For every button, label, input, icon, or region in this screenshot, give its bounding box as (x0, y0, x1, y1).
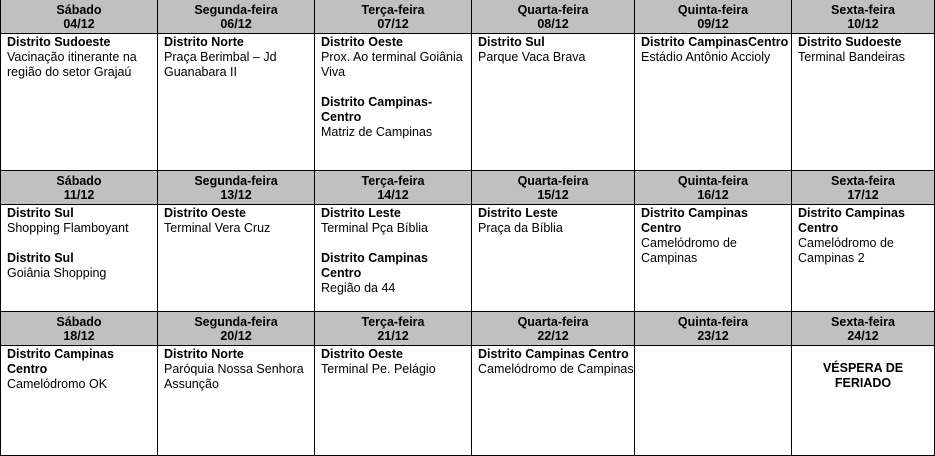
location-name: Goiânia Shopping (7, 266, 107, 280)
weekday-label: Segunda-feira (194, 3, 278, 17)
vaccination-entry (798, 206, 934, 266)
weekday-label: Terça-feira (361, 174, 425, 188)
day-cell (158, 205, 315, 312)
week-events-row (1, 34, 935, 171)
day-cell (792, 34, 935, 171)
location-name: Praça da Bíblia (478, 221, 563, 235)
day-cell (792, 205, 935, 312)
district-name: Distrito Sul (478, 35, 545, 49)
day-header (158, 312, 315, 346)
vaccination-entry (321, 206, 471, 236)
location-name: Parque Vaca Brava (478, 50, 586, 64)
day-cell (1, 205, 158, 312)
weekday-label: Sexta-feira (831, 3, 895, 17)
district-name: Distrito Campinas Centro (7, 347, 114, 376)
week-events-row (1, 346, 935, 456)
day-cell (315, 346, 472, 456)
day-cell (1, 34, 158, 171)
day-header (315, 171, 472, 205)
day-cell (635, 34, 792, 171)
date-label: 24/12 (847, 329, 879, 343)
day-header (1, 0, 158, 34)
day-cell (472, 346, 635, 456)
vaccination-entry (164, 35, 314, 80)
day-cell (158, 346, 315, 456)
vaccination-entry (478, 206, 634, 236)
district-name: Distrito Sul (7, 251, 74, 265)
vaccination-entry (321, 95, 471, 140)
weekday-label: Quinta-feira (677, 3, 749, 17)
district-name: Distrito Oeste (321, 35, 403, 49)
day-header (1, 312, 158, 346)
day-header (792, 312, 935, 346)
district-name: Distrito Sudoeste (7, 35, 111, 49)
date-label: 22/12 (537, 329, 569, 343)
date-label: 16/12 (697, 188, 729, 202)
day-header (792, 0, 935, 34)
date-label: 06/12 (220, 17, 252, 31)
weekday-label: Quarta-feira (517, 174, 589, 188)
day-header (472, 171, 635, 205)
vaccination-entry (7, 251, 157, 281)
day-header (158, 171, 315, 205)
location-name: Vacinação itinerante na região do setor Grajaú (7, 50, 137, 79)
location-name: Camelódromo de Campinas (478, 362, 634, 376)
location-name: Camelódromo OK (7, 377, 108, 391)
day-header (158, 0, 315, 34)
location-name: Paróquia Nossa Senhora Assunção (164, 362, 304, 391)
date-label: 08/12 (537, 17, 569, 31)
day-header (635, 312, 792, 346)
vaccination-entry (321, 347, 471, 377)
day-header (472, 312, 635, 346)
day-header (635, 171, 792, 205)
vaccination-entry (164, 347, 314, 392)
district-name: Distrito Sudoeste (798, 35, 902, 49)
district-name: Distrito Campinas-Centro (321, 95, 433, 124)
vaccination-entry (7, 35, 157, 80)
day-cell (1, 346, 158, 456)
day-header (1, 171, 158, 205)
weekday-label: Segunda-feira (194, 315, 278, 329)
vaccination-entry (7, 347, 157, 392)
weekday-label: Quarta-feira (517, 315, 589, 329)
weekday-label: Sábado (56, 3, 102, 17)
weekday-label: Terça-feira (361, 3, 425, 17)
location-name: Terminal Pe. Pelágio (321, 362, 436, 376)
weekday-label: Sábado (56, 174, 102, 188)
vaccination-entry (641, 35, 791, 65)
day-header (315, 312, 472, 346)
location-name: Camelódromo de Campinas (641, 236, 737, 265)
location-name: Prox. Ao terminal Goiânia Viva (321, 50, 463, 79)
district-name: Distrito Campinas Centro (478, 347, 629, 361)
vaccination-entry (164, 206, 314, 236)
day-cell (635, 205, 792, 312)
vaccination-entry (478, 347, 634, 377)
date-label: 21/12 (377, 329, 409, 343)
vaccination-entry (321, 35, 471, 80)
date-label: 10/12 (847, 17, 879, 31)
week-events-row (1, 205, 935, 312)
weekday-label: Quinta-feira (677, 315, 749, 329)
day-header (315, 0, 472, 34)
location-name: Camelódromo de Campinas 2 (798, 236, 894, 265)
district-name: Distrito Oeste (164, 206, 246, 220)
district-name: Distrito CampinasCentro (641, 35, 789, 49)
vaccination-entry (798, 35, 934, 65)
day-header (635, 0, 792, 34)
district-name: Distrito Norte (164, 347, 244, 361)
vaccination-entry (7, 206, 157, 236)
day-cell (472, 205, 635, 312)
district-name: Distrito Campinas Centro (641, 206, 748, 235)
date-label: 14/12 (377, 188, 409, 202)
location-name: Estádio Antônio Accioly (641, 50, 771, 64)
district-name: Distrito Leste (321, 206, 401, 220)
date-label: 23/12 (697, 329, 729, 343)
location-name: Shopping Flamboyant (7, 221, 129, 235)
date-label: 20/12 (220, 329, 252, 343)
district-name: Distrito Campinas Centro (321, 251, 428, 280)
location-name: Terminal Pça Bíblia (321, 221, 428, 235)
holiday-eve-note: VÉSPERA DE FERIADO (822, 361, 904, 390)
date-label: 04/12 (63, 17, 95, 31)
district-name: Distrito Oeste (321, 347, 403, 361)
location-name: Matriz de Campinas (321, 125, 433, 139)
district-name: Distrito Sul (7, 206, 74, 220)
day-cell (472, 34, 635, 171)
schedule-body (1, 0, 935, 456)
weekday-label: Segunda-feira (194, 174, 278, 188)
day-header (472, 0, 635, 34)
weekday-label: Quinta-feira (677, 174, 749, 188)
week-header-row (1, 171, 935, 205)
vaccination-entry (641, 206, 791, 266)
location-name: Terminal Vera Cruz (164, 221, 271, 235)
vaccination-entry (321, 251, 471, 296)
date-label: 15/12 (537, 188, 569, 202)
weekday-label: Sexta-feira (831, 315, 895, 329)
location-name: Praça Berimbal – Jd Guanabara II (164, 50, 277, 79)
date-label: 18/12 (63, 329, 95, 343)
location-name: Região da 44 (321, 281, 396, 295)
location-name: Terminal Bandeiras (798, 50, 905, 64)
date-label: 11/12 (63, 188, 95, 202)
date-label: 13/12 (220, 188, 252, 202)
weekday-label: Sábado (56, 315, 102, 329)
date-label: 07/12 (377, 17, 409, 31)
date-label: 09/12 (697, 17, 729, 31)
day-header (792, 171, 935, 205)
district-name: Distrito Leste (478, 206, 558, 220)
weekday-label: Terça-feira (361, 315, 425, 329)
day-cell (635, 346, 792, 456)
day-cell (315, 205, 472, 312)
day-cell (315, 34, 472, 171)
vaccination-entry (478, 35, 634, 65)
week-header-row (1, 312, 935, 346)
district-name: Distrito Campinas Centro (798, 206, 905, 235)
day-cell (792, 346, 935, 456)
weekday-label: Sexta-feira (831, 174, 895, 188)
date-label: 17/12 (847, 188, 879, 202)
district-name: Distrito Norte (164, 35, 244, 49)
day-cell (158, 34, 315, 171)
week-header-row (1, 0, 935, 34)
weekday-label: Quarta-feira (517, 3, 589, 17)
